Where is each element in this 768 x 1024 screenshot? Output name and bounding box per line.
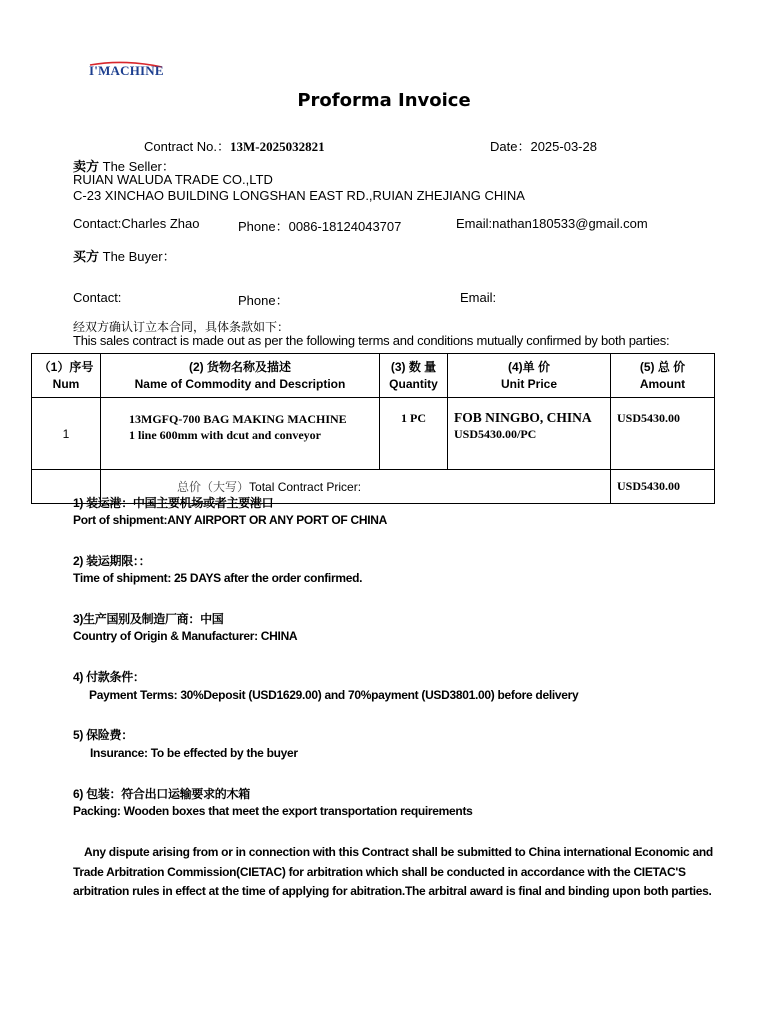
seller-name: RUIAN WALUDA TRADE CO.,LTD bbox=[73, 172, 273, 187]
arbitration-clause: Any dispute arising from or in connection with this Contract shall be submitted to China international Economic and Trade Arbitration Commission(CIETAC) for arbitration which shall be conducted in accordance with the CIETAC'S arbitration rules in effect at the time of applying for abitration.The arbitral award is final and binding upon both parties. bbox=[73, 845, 713, 898]
document-title: Proforma Invoice bbox=[297, 90, 471, 111]
company-logo: I'MACHINE bbox=[89, 63, 164, 78]
header-num-en: Num bbox=[52, 376, 80, 391]
row-unit-price bbox=[448, 398, 611, 470]
header-unit-price-en: Unit Price bbox=[500, 376, 557, 391]
row-description bbox=[101, 398, 380, 470]
row-desc-line1: 13MGFQ-700 BAG MAKING MACHINE bbox=[129, 412, 347, 426]
term-6-en: Packing: Wooden boxes that meet the export transportation requirements bbox=[73, 804, 473, 818]
term-1-cn: 1) 装运港：中国主要机场或者主要港口 bbox=[73, 496, 274, 510]
header-unit-price bbox=[448, 354, 611, 398]
buyer-email: Email: bbox=[460, 290, 497, 305]
header-num-cn: （1）序号 bbox=[38, 359, 94, 374]
contract-number bbox=[144, 136, 325, 155]
row-price-line1: FOB NINGBO, CHINA bbox=[454, 410, 592, 425]
header-commodity-cn: (2) 货物名称及描述 bbox=[188, 359, 291, 374]
commodity-table bbox=[31, 353, 715, 504]
header-commodity-en: Name of Commodity and Description bbox=[134, 376, 346, 391]
date-value: 2025-03-28 bbox=[530, 139, 597, 154]
header-commodity bbox=[101, 354, 380, 398]
term-4-cn: 4) 付款条件： bbox=[73, 670, 145, 684]
date-label: Date： bbox=[490, 139, 531, 154]
header-amount-en: Amount bbox=[639, 376, 686, 391]
seller-address: C-23 XINCHAO BUILDING LONGSHAN EAST RD.,RUIAN ZHEJIANG CHINA bbox=[73, 188, 525, 203]
total-label-cn: 总价（大写） bbox=[177, 480, 250, 494]
total-label-en: Total Contract Pricer: bbox=[249, 480, 362, 494]
buyer-heading bbox=[73, 246, 176, 265]
buyer-label-cn: 买方 bbox=[73, 249, 100, 264]
header-unit-price-cn: (4)单 价 bbox=[507, 359, 550, 374]
table-header-row bbox=[32, 354, 715, 398]
term-3-cn: 3)生产国别及制造厂商：中国 bbox=[73, 612, 224, 626]
header-quantity-en: Quantity bbox=[389, 376, 438, 391]
term-6-cn: 6) 包装：符合出口运输要求的木箱 bbox=[73, 787, 250, 801]
contract-value: 13M-2025032821 bbox=[229, 139, 325, 154]
seller-phone: Phone：0086-18124043707 bbox=[238, 219, 402, 234]
row-price-line2: USD5430.00/PC bbox=[454, 427, 537, 441]
header-amount-cn: (5) 总 价 bbox=[639, 359, 686, 374]
intro-en: This sales contract is made out as per the following terms and conditions mutually confirmed by both parties: bbox=[73, 333, 670, 348]
buyer-phone: Phone： bbox=[238, 293, 289, 308]
term-4-en: Payment Terms: 30%Deposit (USD1629.00) and 70%payment (USD3801.00) before delivery bbox=[89, 688, 579, 702]
buyer-contact: Contact: bbox=[73, 290, 122, 305]
seller-label-cn: 卖方 bbox=[73, 159, 100, 174]
intro-cn: 经双方确认订立本合同，具体条款如下： bbox=[73, 320, 290, 334]
header-num bbox=[32, 354, 101, 398]
buyer-label-en: The Buyer： bbox=[99, 249, 176, 264]
row-quantity: 1 PC bbox=[380, 398, 448, 470]
row-num: 1 bbox=[32, 398, 101, 470]
term-1-en: Port of shipment:ANY AIRPORT OR ANY PORT OF CHINA bbox=[73, 513, 387, 527]
row-amount: USD5430.00 bbox=[611, 398, 715, 470]
term-5-en: Insurance: To be effected by the buyer bbox=[90, 746, 298, 760]
header-amount bbox=[611, 354, 715, 398]
contract-label: Contract No.： bbox=[144, 139, 230, 154]
header-quantity bbox=[380, 354, 448, 398]
term-2-cn: 2) 装运期限：： bbox=[73, 554, 151, 568]
term-3-en: Country of Origin & Manufacturer: CHINA bbox=[73, 629, 298, 643]
seller-email: Email:nathan180533@gmail.com bbox=[456, 216, 648, 231]
term-2-en: Time of shipment: 25 DAYS after the order confirmed. bbox=[73, 571, 363, 585]
seller-label-en: The Seller： bbox=[99, 159, 175, 174]
total-amount: USD5430.00 bbox=[611, 470, 715, 504]
seller-contact: Contact:Charles Zhao bbox=[73, 216, 200, 231]
table-row bbox=[32, 398, 715, 470]
header-quantity-cn: (3) 数 量 bbox=[390, 359, 437, 374]
term-5-cn: 5) 保险费： bbox=[73, 728, 133, 742]
row-desc-line2: 1 line 600mm with dcut and conveyor bbox=[129, 428, 321, 442]
date bbox=[490, 136, 597, 155]
